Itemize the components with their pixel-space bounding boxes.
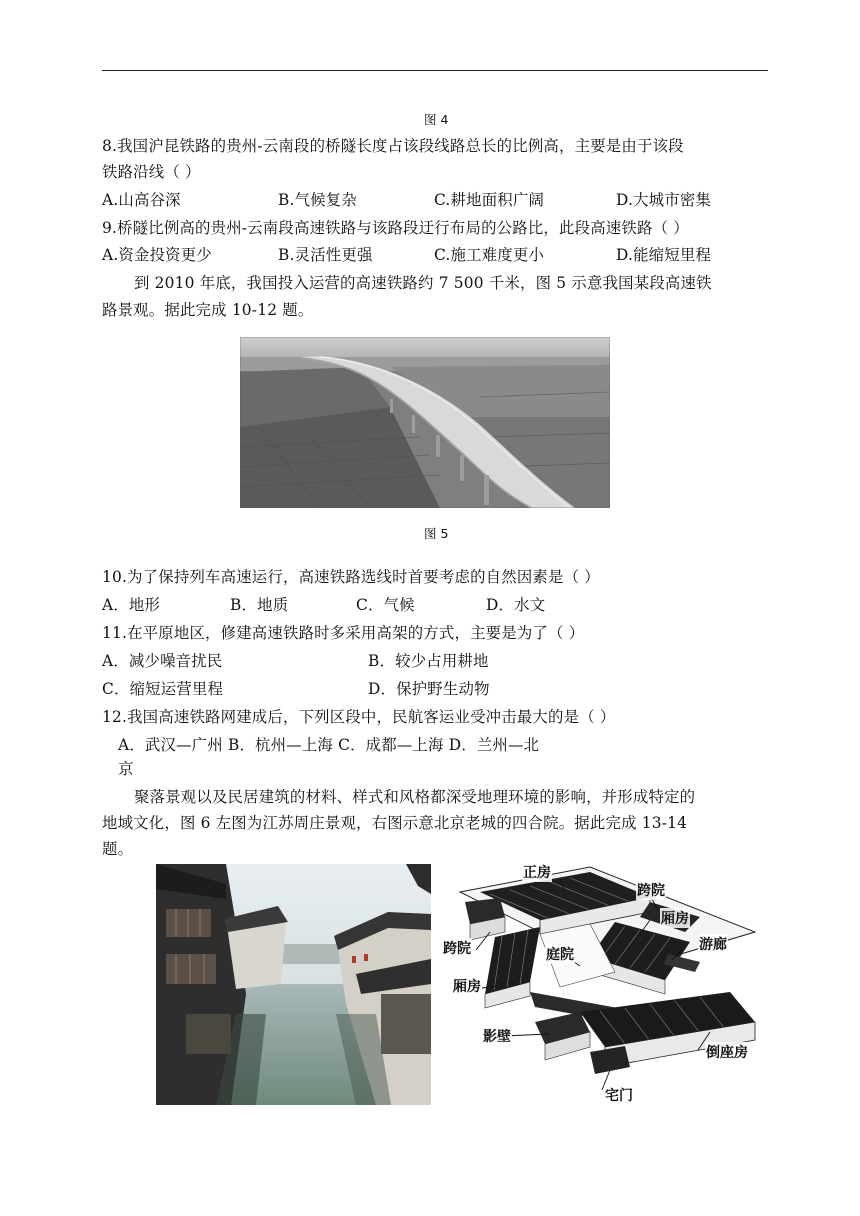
- intro-13-14-text-cont: 地域文化，图 6 左图为江苏周庄景观，右图示意北京老城的四合院。据此完成 13-14: [102, 814, 688, 832]
- q10-option-d[interactable]: D．水文: [486, 596, 546, 614]
- question-9-options: [102, 245, 768, 265]
- q9-option-b[interactable]: B.灵活性更强: [278, 246, 373, 264]
- figure-4-caption: 图 4: [424, 112, 449, 127]
- question-12-options-cont: 京: [118, 760, 134, 778]
- figure-5-railway-photo: [240, 337, 610, 508]
- question-10-text: 10.为了保持列车高速运行，高速铁路选线时首要考虑的自然因素是（ ）: [102, 568, 600, 586]
- label-yingbi: 影壁: [482, 1026, 512, 1046]
- label-zhengfang: 正房: [522, 862, 552, 882]
- header-rule: [102, 70, 768, 71]
- question-12-options: A．武汉—广州 B．杭州—上海 C．成都—上海 D．兰州—北: [118, 736, 540, 754]
- q10-option-c[interactable]: C．气候: [356, 596, 415, 614]
- question-12-text: 12.我国高速铁路网建成后，下列区段中，民航客运业受冲击最大的是（ ）: [102, 708, 616, 726]
- question-10-options: [102, 595, 768, 615]
- q10-option-b[interactable]: B．地质: [230, 596, 289, 614]
- question-11-options-row2: [102, 679, 768, 699]
- question-8-text: 8.我国沪昆铁路的贵州-云南段的桥隧长度占该段线路总长的比例高，主要是由于该段: [102, 137, 684, 155]
- figure-6-zhouzhuang-photo: [156, 864, 431, 1105]
- q8-option-c[interactable]: C.耕地面积广阔: [434, 191, 545, 209]
- label-xiangfang-right: 厢房: [660, 908, 690, 928]
- figure-5-caption: 图 5: [424, 526, 449, 541]
- q9-option-d[interactable]: D.能缩短里程: [616, 246, 712, 264]
- label-kuayuan-left: 跨院: [442, 938, 472, 958]
- question-9-text: 9.桥隧比例高的贵州-云南段高速铁路与该路段迂行布局的公路比，此段高速铁路（ ）: [102, 219, 689, 237]
- q11-option-a[interactable]: A．减少噪音扰民: [102, 652, 223, 670]
- q11-option-c[interactable]: C．缩短运营里程: [102, 680, 224, 698]
- q11-option-d[interactable]: D．保护野生动物: [368, 680, 490, 698]
- q9-option-c[interactable]: C.施工难度更小: [434, 246, 545, 264]
- label-youlang: 游廊: [698, 934, 728, 954]
- intro-10-12-text: 到 2010 年底，我国投入运营的高速铁路约 7 500 千米，图 5 示意我国某段高速铁: [134, 274, 712, 292]
- label-zhaimen: 宅门: [604, 1085, 634, 1105]
- label-kuayuan-right: 跨院: [636, 880, 666, 900]
- q8-option-a[interactable]: A.山高谷深: [102, 191, 181, 209]
- label-daozuofang: 倒座房: [705, 1042, 749, 1062]
- intro-13-14-text: 聚落景观以及民居建筑的材料、样式和风格都深受地理环境的影响，并形成特定的: [134, 788, 696, 806]
- question-11-options-row1: [102, 651, 768, 671]
- q8-option-b[interactable]: B.气候复杂: [278, 191, 357, 209]
- q11-option-b[interactable]: B．较少占用耕地: [368, 652, 489, 670]
- q8-option-d[interactable]: D.大城市密集: [616, 191, 712, 209]
- question-11-text: 11.在平原地区，修建高速铁路时多采用高架的方式，主要是为了（ ）: [102, 624, 585, 642]
- label-xiangfang-left: 厢房: [452, 976, 482, 996]
- label-tingyuan: 庭院: [545, 944, 575, 964]
- question-8-options: [102, 190, 768, 210]
- question-8-text-cont: 铁路沿线（ ）: [102, 163, 201, 181]
- q9-option-a[interactable]: A.资金投资更少: [102, 246, 212, 264]
- figure-6-siheyuan-diagram: [440, 862, 770, 1118]
- q10-option-a[interactable]: A．地形: [102, 596, 161, 614]
- intro-10-12-text-cont: 路景观。据此完成 10-12 题。: [102, 301, 314, 319]
- intro-13-14-text-end: 题。: [102, 840, 134, 858]
